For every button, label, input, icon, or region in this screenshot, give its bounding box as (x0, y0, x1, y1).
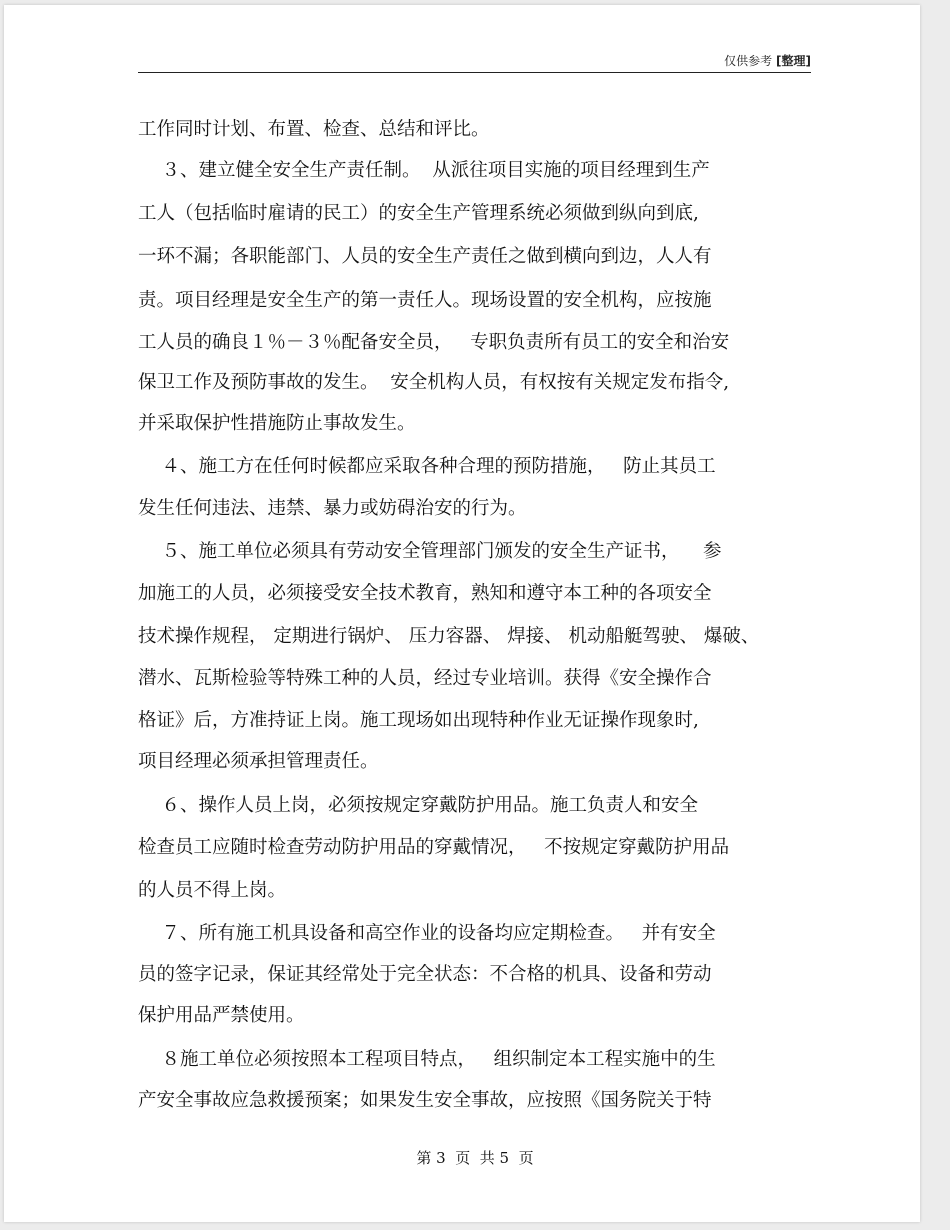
header-rule (138, 72, 811, 73)
text-line: ３、建立健全安全生产责任制。 从派往项目实施的项目经理到生产 (138, 160, 710, 181)
text-line: 工作同时计划、布置、检查、总结和评比。 (138, 119, 490, 140)
header-note: 仅供参考 (724, 54, 773, 68)
text-line: 保护用品严禁使用。 (138, 1005, 305, 1026)
text-line: 工人（包括临时雇请的民工）的安全生产管理系统必须做到纵向到底, (138, 203, 699, 224)
text-line: ７、所有施工机具设备和高空作业的设备均应定期检查。 并有安全 (138, 923, 716, 944)
text-line: 产安全事故应急救援预案；如果发生安全事故，应按照《国务院关于特 (138, 1090, 712, 1111)
text-line: ６、操作人员上岗，必须按规定穿戴防护用品。施工负责人和安全 (138, 795, 699, 816)
page-footer: 第 3 页 共 5 页 (416, 1149, 534, 1167)
text-line: 格证》后，方准持证上岗。施工现场如出现特种作业无证操作现象时, (138, 710, 699, 731)
text-line: 的人员不得上岗。 (138, 880, 287, 901)
text-line: 项目经理必须承担管理责任。 (138, 751, 379, 772)
text-line: 保卫工作及预防事故的发生。 安全机构人员，有权按有关规定发布指令, (138, 372, 730, 393)
text-line: 检查员工应随时检查劳动防护用品的穿戴情况， 不按规定穿戴防护用品 (138, 837, 730, 858)
text-line: 技术操作规程， 定期进行锅炉、 压力容器、 焊接、 机动船艇驾驶、 爆破、 (138, 626, 760, 647)
document-page (4, 5, 920, 1222)
text-line: 并采取保护性措施防止事故发生。 (138, 413, 416, 434)
text-line: ４、施工方在任何时候都应采取各种合理的预防措施， 防止其员工 (138, 456, 716, 477)
text-line: ８施工单位必须按照本工程项目特点， 组织制定本工程实施中的生 (138, 1049, 716, 1070)
header-tag: [整理] (776, 54, 811, 68)
page-header (138, 52, 811, 69)
text-line: 员的签字记录，保证其经常处于完全状态：不合格的机具、设备和劳动 (138, 964, 712, 985)
text-line: 一环不漏；各职能部门、人员的安全生产责任之做到横向到边，人人有 (138, 246, 712, 267)
text-line: 潜水、瓦斯检验等特殊工种的人员，经过专业培训。获得《安全操作合 (138, 668, 712, 689)
text-line: 责。项目经理是安全生产的第一责任人。现场设置的安全机构，应按施 (138, 290, 712, 311)
text-line: 加施工的人员，必须接受安全技术教育，熟知和遵守本工种的各项安全 (138, 583, 712, 604)
text-line: ５、施工单位必须具有劳动安全管理部门颁发的安全生产证书， 参 (138, 541, 722, 562)
text-line: 发生任何违法、违禁、暴力或妨碍治安的行为。 (138, 498, 527, 519)
text-line: 工人员的确良１％－３％配备安全员， 专职负责所有员工的安全和治安 (138, 332, 730, 353)
